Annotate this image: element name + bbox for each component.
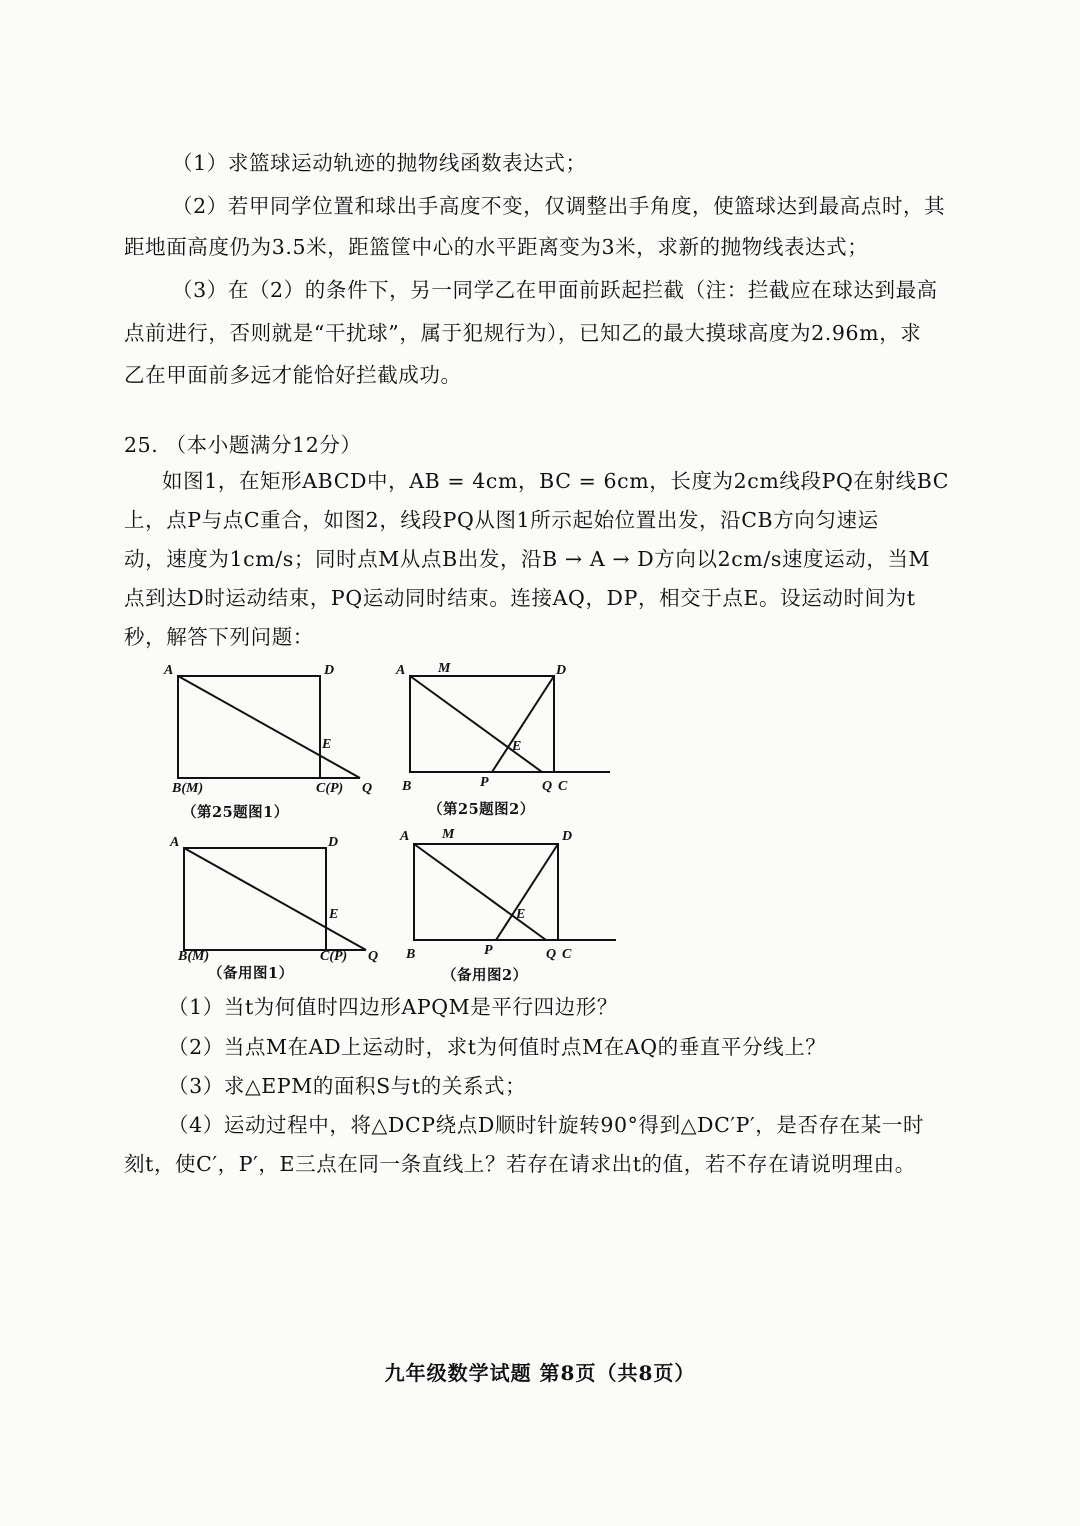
q25-part3: （3）求△EPM的面积S与t的关系式； bbox=[168, 1074, 527, 1098]
label-a: A bbox=[396, 663, 406, 678]
spare-figure-2 bbox=[396, 826, 626, 966]
label-cp: C(P) bbox=[320, 949, 348, 964]
segment-aq bbox=[184, 848, 366, 950]
label-d: D bbox=[556, 663, 567, 678]
q24-part3-line1: （3）在（2）的条件下，另一同学乙在甲面前跃起拦截（注：拦截应在球达到最高 bbox=[172, 278, 938, 302]
q24-part3-line3: 乙在甲面前多远才能恰好拦截成功。 bbox=[124, 363, 462, 387]
q25-part4-line1: （4）运动过程中，将△DCP绕点D顺时针旋转90°得到△DC′P′，是否存在某一时 bbox=[168, 1113, 925, 1137]
label-q: Q bbox=[368, 949, 379, 964]
caption-fig1: （第25题图1） bbox=[182, 804, 289, 821]
rectangle-abcd bbox=[184, 848, 326, 950]
q25-part2: （2）当点M在AD上运动时，求t为何值时点M在AQ的垂直平分线上？ bbox=[168, 1035, 827, 1059]
label-a: A bbox=[400, 829, 410, 844]
label-c: C bbox=[558, 779, 568, 794]
label-c: C bbox=[562, 947, 572, 962]
label-q: Q bbox=[546, 947, 557, 962]
q25-stem-line2: 上，点P与点C重合，如图2，线段PQ从图1所示起始位置出发，沿CB方向匀速运 bbox=[124, 508, 879, 532]
label-bm: B(M) bbox=[178, 949, 210, 964]
label-a: A bbox=[164, 663, 174, 678]
segment-aq bbox=[178, 676, 360, 778]
q25-stem-line1: 如图1，在矩形ABCD中，AB = 4cm，BC = 6cm，长度为2cm线段PQ在射线BC bbox=[162, 469, 950, 493]
q24-part1: （1）求篮球运动轨迹的抛物线函数表达式； bbox=[172, 151, 587, 175]
q25-stem-line4: 点到达D时运动结束，PQ运动同时结束。连接AQ，DP，相交于点E。设运动时间为t bbox=[124, 586, 916, 610]
q25-part4-line2: 刻t，使C′，P′，E三点在同一条直线上？若存在请求出t的值，若不存在请说明理由。 bbox=[124, 1152, 916, 1176]
rectangle-abcd bbox=[178, 676, 320, 778]
label-m: M bbox=[438, 661, 451, 676]
q25-part1: （1）当t为何值时四边形APQM是平行四边形？ bbox=[168, 995, 618, 1019]
q25-header: 25. （本小题满分12分） bbox=[124, 433, 362, 457]
label-bm: B(M) bbox=[172, 781, 204, 796]
rectangle-abcd bbox=[410, 676, 554, 772]
label-d: D bbox=[324, 663, 335, 678]
label-b: B bbox=[402, 779, 412, 794]
page-footer: 九年级数学试题 第8页（共8页） bbox=[384, 1361, 696, 1385]
caption-fig2: （第25题图2） bbox=[428, 801, 535, 818]
label-p: P bbox=[480, 775, 489, 790]
label-q: Q bbox=[542, 779, 553, 794]
spare-figure-1 bbox=[166, 830, 386, 970]
label-d: D bbox=[328, 835, 339, 850]
label-a: A bbox=[170, 835, 180, 850]
label-q: Q bbox=[362, 781, 373, 796]
label-e: E bbox=[322, 737, 332, 752]
q24-part3-line2: 点前进行，否则就是“干扰球”，属于犯规行为），已知乙的最大摸球高度为2.96m，求 bbox=[124, 321, 922, 345]
q24-part2-line2: 距地面高度仍为3.5米，距篮筐中心的水平距离变为3米，求新的抛物线表达式； bbox=[124, 235, 869, 259]
label-e: E bbox=[512, 739, 522, 754]
q24-part2-line1: （2）若甲同学位置和球出手高度不变，仅调整出手角度，使篮球达到最高点时，其 bbox=[172, 194, 946, 218]
label-e: E bbox=[329, 907, 339, 922]
figure-25-2 bbox=[392, 658, 622, 798]
label-b: B bbox=[406, 947, 416, 962]
label-m: M bbox=[442, 827, 455, 842]
label-d: D bbox=[562, 829, 573, 844]
figure-25-1 bbox=[160, 658, 380, 798]
label-cp: C(P) bbox=[316, 781, 344, 796]
caption-spare1: （备用图1） bbox=[208, 965, 294, 982]
label-e: E bbox=[516, 907, 526, 922]
label-p: P bbox=[484, 943, 493, 958]
rectangle-abcd bbox=[414, 844, 558, 940]
caption-spare2: （备用图2） bbox=[442, 967, 528, 984]
q25-stem-line5: 秒，解答下列问题： bbox=[124, 625, 314, 649]
q25-stem-line3: 动，速度为1cm/s；同时点M从点B出发，沿B → A → D方向以2cm/s速度运动，当M bbox=[124, 547, 931, 571]
